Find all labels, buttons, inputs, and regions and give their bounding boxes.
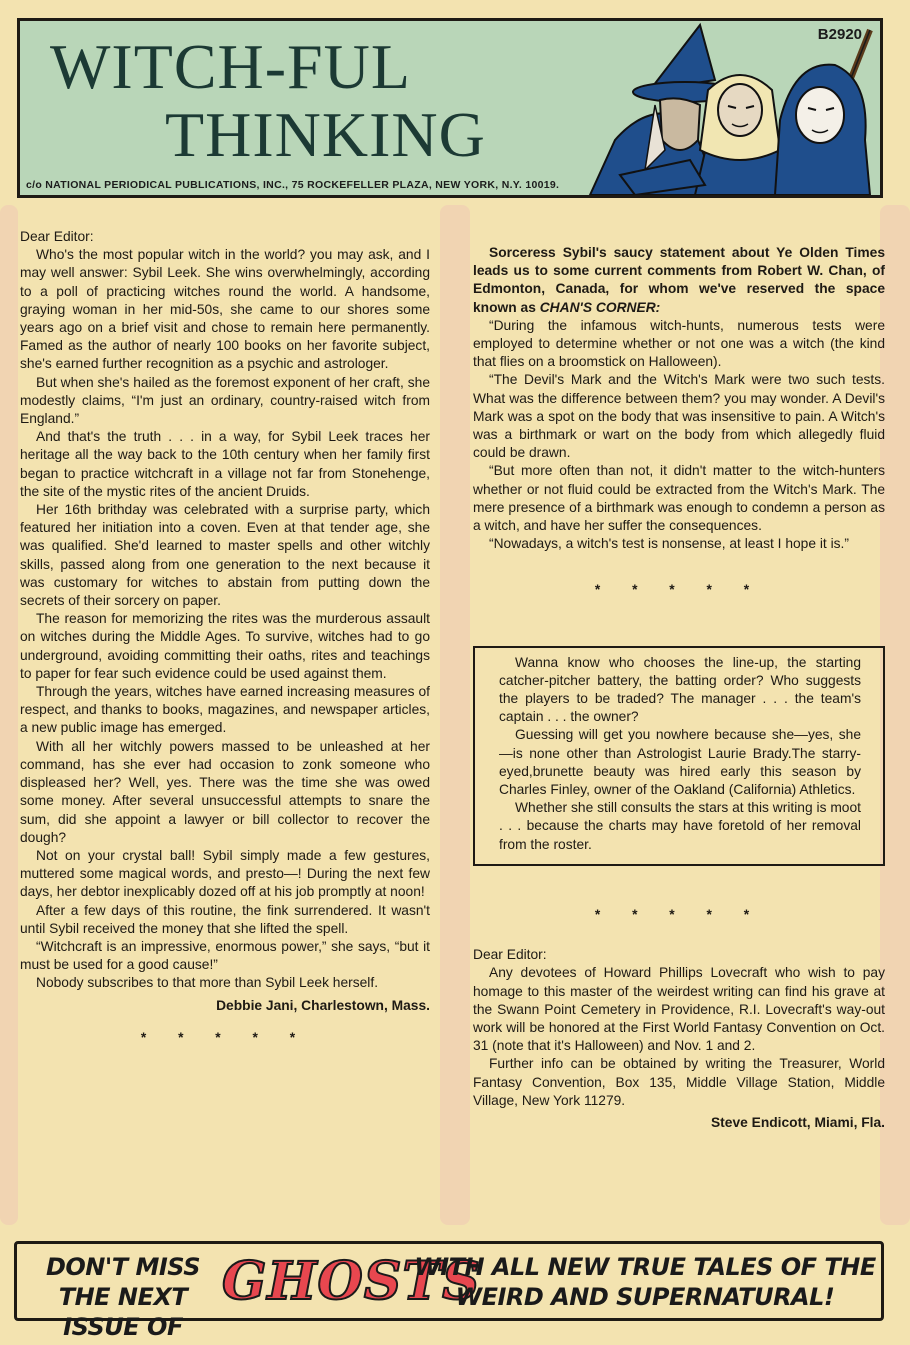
- right-column: [473, 244, 885, 1132]
- page-tint-left: [0, 205, 18, 1225]
- letter2: [473, 946, 885, 1132]
- chan-paragraph: “But more often than not, it didn't matter to the witch-hunters whether or not fluid could be extracted from the Witch's Mark. The mere presence of a birthmark was enough to condemn a person as a witch, and have her suffer the consequences.: [473, 463, 885, 534]
- page-title: [50, 33, 486, 169]
- chans-corner-intro-text: Sorceress Sybil's saucy statement about Ye Olden Times leads us to some current comments from Robert W. Chan, of Edmonton, Canada, for whom we've reserved the space known as: [473, 245, 885, 315]
- astrologist-box: [473, 646, 885, 866]
- letter1-salutation: Dear Editor:: [20, 229, 94, 244]
- letter1-paragraph: Nobody subscribes to that more than Sybil Leek herself.: [36, 975, 379, 991]
- letter1-paragraph: With all her witchly powers massed to be unleashed at her command, has she ever had occasion to zonk someone who displeased her? Well, yes. There was the time she was owed some money. After several unsuccessful attempts to snare the sum, did she appoint a lawyer or bill collector to recover the dough?: [20, 738, 430, 845]
- letter1-paragraph: Through the years, witches have earned increasing measures of respect, and thanks to books, magazines, and newspaper articles, a new public image has emerged.: [20, 684, 430, 736]
- next-issue-promo: [14, 1241, 884, 1341]
- box-paragraph: Wanna know who chooses the line-up, the starting catcher-pitcher battery, the batting order? Who suggests the players to be traded? The manager . . . the team's captain . . . the owner?: [499, 654, 861, 725]
- letter1-paragraph: “Witchcraft is an impressive, enormous power,” she says, “but it must be used for a good cause!”: [20, 938, 430, 973]
- title-line-2: THINKING: [165, 99, 486, 170]
- letter2-signature: Steve Endicott, Miami, Fla.: [710, 1114, 885, 1130]
- title-line-1: WITCH-FUL: [50, 31, 411, 102]
- promo-left-text: DON'T MISS THE NEXT ISSUE OF: [45, 1253, 200, 1341]
- separator-stars: * * * * *: [140, 1029, 310, 1045]
- separator-stars: * * * * *: [594, 906, 764, 922]
- box-paragraph: Whether she still consults the stars at this writing is moot . . . because the charts may have foretold of her removal from the roster.: [499, 800, 861, 852]
- chans-corner-heading: CHAN'S CORNER:: [539, 299, 661, 315]
- letter1-paragraph: But when she's hailed as the foremost exponent of her craft, she modestly claims, “I'm just an ordinary, country-raised witch from England.”: [20, 374, 430, 427]
- letter1-paragraph: Her 16th brithday was celebrated with a surprise party, which featured her initiation into a coven. Even at that tender age, she was qualified. She'd learned to master spells and other witchly skills, passed along from one generation to the next because it was customary for witches to abstain from putting down the secrets of their sorcery on paper.: [20, 502, 430, 609]
- publisher-address: c/o NATIONAL PERIODICAL PUBLICATIONS, INC., 75 ROCKEFELLER PLAZA, NEW YORK, N.Y. 10019.: [26, 179, 560, 191]
- witches-illustration-icon: [580, 20, 880, 195]
- separator-stars: * * * * *: [594, 582, 764, 598]
- letter1-signature: Debbie Jani, Charlestown, Mass.: [216, 997, 430, 1013]
- promo-right-text: WITH ALL NEW TRUE TALES OF THE WEIRD AND SUPERNATURAL!: [414, 1253, 876, 1311]
- letter2-paragraph: Any devotees of Howard Phillips Lovecraft who wish to pay homage to this master of the weirdest writing can find his grave at the Swann Point Cemetery in Providence, R.I. Lovecraft's way-out work will be honored at the First World Fantasy Convention on Oct. 31 (note that it's Halloween) and Nov. 1 and 2.: [473, 965, 885, 1054]
- chan-paragraph: “Nowadays, a witch's test is nonsense, at least I hope it is.”: [489, 536, 849, 552]
- letter1-paragraph: Not on your crystal ball! Sybil simply made a few gestures, muttered some magical words, and presto—! During the next few days, her debtor inexplicably dozed off at his job promptly at noon!: [20, 847, 430, 900]
- ghosts-logo: GHOSTS: [222, 1251, 481, 1312]
- letter1-paragraph: Who's the most popular witch in the world? you may ask, and I may well answer: Sybil Leek. She wins overwhelmingly, according to a poll of practicing witches round the world. A handsome, graying woman in her mid-50s, she came to our shores some years ago on a brief visit and chose to remain here permanently. Famed as the author of nearly 100 books on her favorite subject, she's earned further recognition as a psychic and astrologer.: [20, 247, 430, 372]
- letter1-paragraph: And that's the truth . . . in a way, for Sybil Leek traces her heritage all the way back to the 10th century when her family first began to practice witchcraft in a village not far from Stonehenge, the site of the mystic rites of the ancient Druids.: [20, 429, 430, 499]
- box-paragraph: Guessing will get you nowhere because she—yes, she —is none other than Astrologist Laurie Brady.The starry-eyed,brunette beauty was hired early this season by Charles Finley, owner of the Oakland (California) Athletics.: [499, 727, 861, 798]
- letter1-paragraph: After a few days of this routine, the fink surrendered. It wasn't until Sybil received the money that she lifted the spell.: [20, 902, 430, 936]
- chan-paragraph: “During the infamous witch-hunts, numerous tests were employed to determine whether or not one was a witch (the kind that flies on a broomstick on Halloween).: [473, 317, 885, 370]
- chan-paragraph: “The Devil's Mark and the Witch's Mark were two such tests. What was the difference between them? you may wonder. A Devil's Mark was a spot on the body that was insensitive to pain. A Witch's was a birthmark or wart on the body from which allegedly fluid could be drawn.: [473, 372, 885, 461]
- letter1-paragraph: The reason for memorizing the rites was the murderous assault on witches during the Middle Ages. To survive, witches had to go underground, avoiding committing their oaths, rites and teachings to paper for fear such evidence could be used against them.: [20, 611, 430, 681]
- left-column: [20, 228, 430, 1047]
- letter2-paragraph: Further info can be obtained by writing the Treasurer, World Fantasy Convention, Box 135, Middle Village Station, Middle Village, New York 11279.: [473, 1056, 885, 1108]
- letter2-salutation: Dear Editor:: [473, 947, 547, 963]
- page-tint-gutter: [440, 205, 470, 1225]
- header-banner: [17, 18, 883, 198]
- issue-code: B2920: [817, 26, 862, 43]
- chans-corner-intro: [473, 244, 885, 317]
